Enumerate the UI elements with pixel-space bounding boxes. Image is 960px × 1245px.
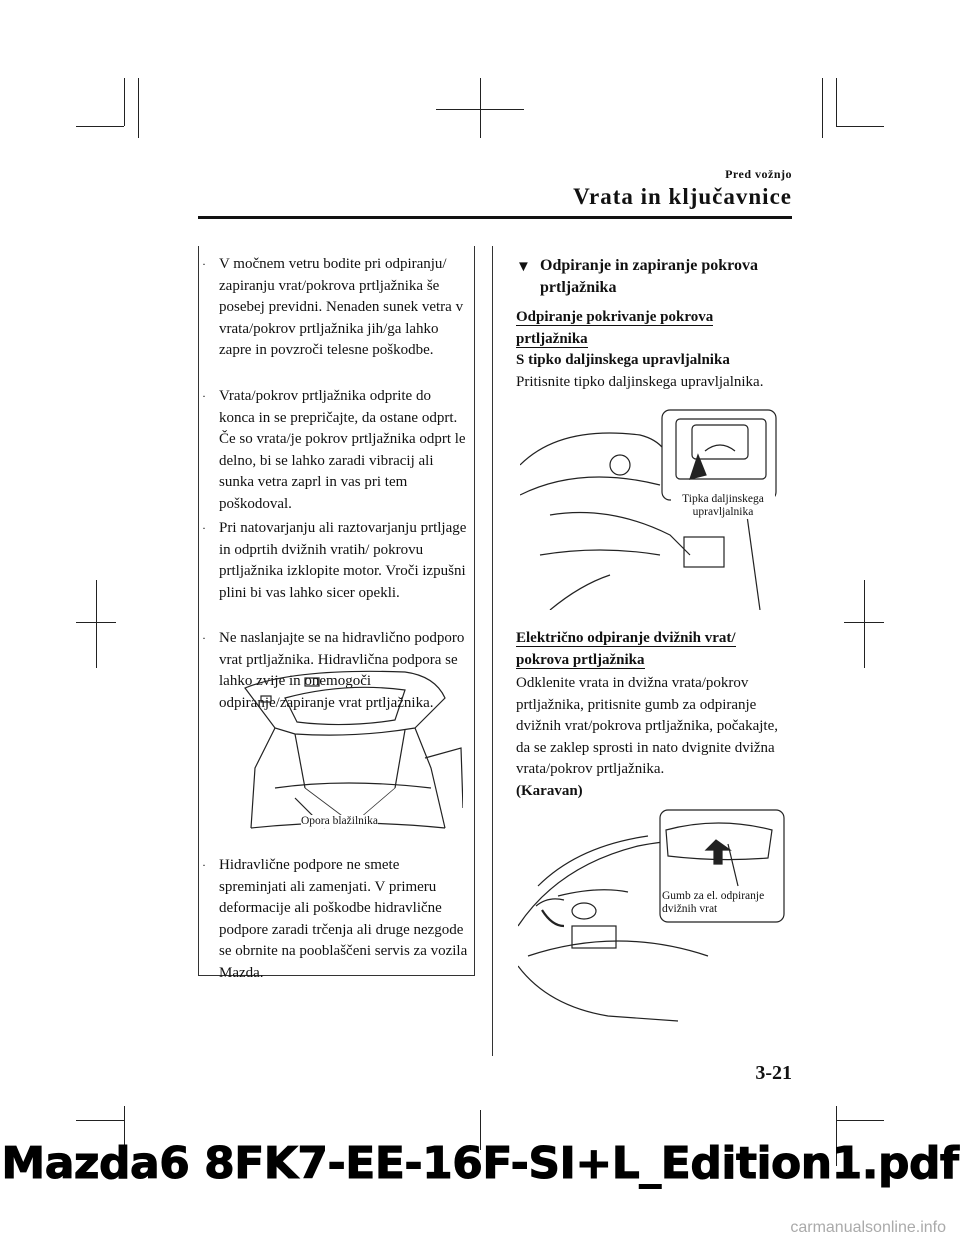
- column-divider: [492, 246, 493, 1056]
- bullet-icon: ·: [202, 521, 206, 535]
- warning-item: · V močnem vetru bodite pri odpiranju/ zapiranju vrat/pokrova prtljažnika še posebej previdni. Nenaden sunek vetra v vrata/pokrov prtljažnika jih/ga lahko zapre in povzroči telesne poškodbe.: [202, 256, 464, 358]
- wagon-label: (Karavan): [516, 782, 583, 799]
- warning-item: · Ne naslanjajte se na hidravlično podporo vrat prtljažnika. Hidravlična podpora se lahko zvije in onemogoči odpiranje/zapiranje vrat prtljažnika.: [202, 630, 465, 711]
- bullet-icon: ·: [202, 631, 206, 645]
- subheading-electric: Električno odpiranje dvižnih vrat/ pokrova prtljažnika: [516, 630, 736, 668]
- crop-mark: [822, 78, 823, 138]
- footer-filename: Mazda6 8FK7-EE-16F-SI+L_Edition1.pdf: [1, 1138, 959, 1189]
- crop-mark: [864, 580, 865, 668]
- crop-mark: [836, 1120, 884, 1121]
- remote-heading: S tipko daljinskega upravljalnika Pritisnite tipko daljinskega upravljalnika.: [516, 350, 796, 393]
- crop-mark: [76, 1120, 124, 1121]
- triangle-marker-icon: ▼: [516, 259, 531, 275]
- crop-mark: [96, 580, 97, 668]
- crop-mark: [836, 126, 884, 127]
- crop-mark: [836, 78, 837, 126]
- remote-instruction: Pritisnite tipko daljinskega upravljalnika.: [516, 373, 764, 390]
- remote-button-label: Tipka daljinskega upravljalnika: [671, 493, 775, 519]
- bullet-icon: ·: [202, 389, 206, 403]
- rear-car-illustration: [518, 806, 786, 1026]
- subheading-block: [516, 628, 754, 671]
- warning-box: [198, 246, 475, 981]
- crop-mark: [124, 78, 125, 126]
- crop-mark: [76, 126, 124, 127]
- header-rule: [198, 216, 792, 219]
- subheading-block: [516, 307, 730, 350]
- warning-item: · Pri natovarjanju ali raztovarjanju prtljage in odprtih dvižnih vratih/ pokrovu prtljažnika izklopite motor. Vroči izpušni plini bi vas lahko sicer opekli.: [202, 520, 467, 601]
- section-heading: ▼ Odpiranje in zapiranje pokrova prtljažnika: [516, 257, 758, 296]
- liftgate-button-figure: [518, 806, 786, 1026]
- bullet-icon: ·: [202, 257, 206, 271]
- bullet-icon: ·: [202, 858, 206, 872]
- strut-label: Opora blažilnika: [301, 815, 378, 827]
- crop-mark: [480, 78, 481, 138]
- section-odpiranje: [516, 255, 796, 298]
- watermark: carmanualsonline.info: [790, 1219, 946, 1236]
- warning-item: · Hidravlične podpore ne smete spreminjati ali zamenjati. V primeru deformacije ali poškodbe hidravlične podpore zaradi trčenja ali druge nezgode se obrnite na pooblaščeni servis za vozila Mazda.: [202, 857, 468, 981]
- subheading-opening: Odpiranje pokrivanje pokrova prtljažnika: [516, 309, 714, 347]
- crop-mark: [138, 78, 139, 138]
- section-label: Pred vožnjo: [725, 167, 792, 181]
- warning-item: · Vrata/pokrov prtljažnika odprite do konca in se prepričajte, da ostane odprt. Če so vrata/je pokrov prtljažnika odprt le delno, bi se lahko zaradi vibracij ali sunka vetra zaprl in vas pri tem poškodoval.: [202, 388, 466, 512]
- page-title: Vrata in ključavnice: [573, 184, 792, 209]
- liftgate-button-label: Gumb za el. odpiranje dvižnih vrat: [662, 890, 765, 915]
- electric-instruction: Odklenite vrata in dvižna vrata/pokrov prtljažnika, pritisnite gumb za odpiranje dvižnih vrat/pokrova prtljažnika, počakajte, da se zaklep sprosti in nato dvignite dvižna vrata/pokrov prtljažnika. (Karavan): [516, 673, 786, 802]
- page-number: 3-21: [755, 1062, 792, 1084]
